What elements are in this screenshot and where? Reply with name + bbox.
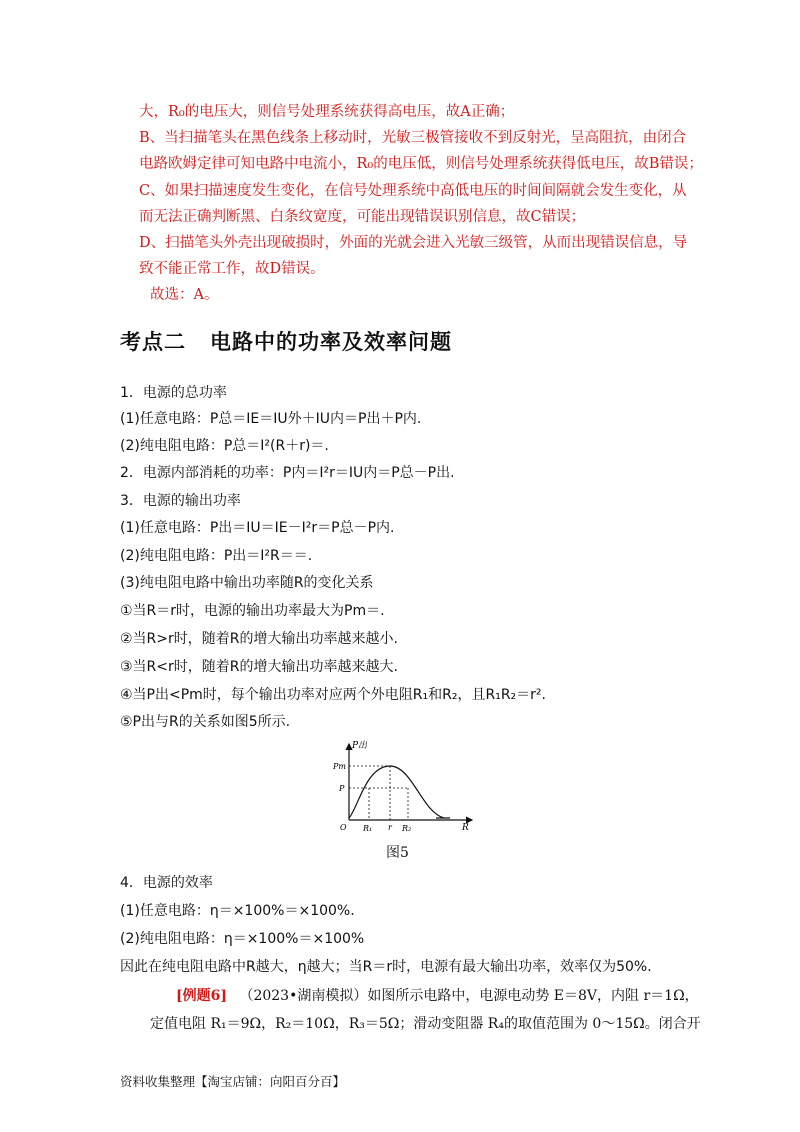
example-second-line: 定值电阻 R₁＝9Ω，R₂＝10Ω，R₃＝5Ω；滑动变阻器 R₄的取值范围为 0～15Ω。闭合开 (150, 1016, 701, 1032)
r-label: r (388, 823, 392, 832)
pm-label: Pm (333, 762, 346, 771)
x-axis-label: R (462, 823, 469, 833)
p-label: P (339, 784, 345, 793)
body-line: 2．电源内部消耗的功率：P内＝I²r＝IU内＝P总－P出. (120, 465, 455, 481)
body-line: (2)纯电阻电路：η＝×100%＝×100% (120, 931, 365, 947)
footer-source: 资料收集整理【淘宝店铺：向阳百分百】 (120, 1074, 346, 1089)
figure-caption: 图5 (386, 845, 409, 861)
body-line: ②当R>r时，随着R的增大输出功率越来越小. (120, 631, 398, 647)
example-text: （2023•湖南模拟）如图所示电路中，电源电动势 E＝8V，内阻 r＝1Ω， (239, 988, 699, 1004)
body-line: ④当P出<Pm时，每个输出功率对应两个外电阻R₁和R₂，且R₁R₂＝r². (120, 687, 546, 703)
body-line: (1)任意电路：η＝×100%＝×100%. (120, 903, 355, 919)
answer-line: 大，R₀的电压大，则信号处理系统获得高电压，故A正确； (139, 104, 515, 120)
body-line: ①当R＝r时，电源的输出功率最大为Pm＝. (120, 603, 385, 619)
body-line: (3)纯电阻电路中输出功率随R的变化关系 (120, 575, 374, 591)
section-heading (120, 326, 452, 356)
example-tag: [例题6] (176, 988, 227, 1004)
answer-line: 电路欧姆定律可知电路中电流小，R₀的电压低，则信号处理系统获得低电压，故B错误； (139, 156, 703, 172)
answer-line: B、当扫描笔头在黑色线条上移动时，光敏三极管接收不到反射光，呈高阻抗，由闭合 (139, 130, 687, 146)
body-line: ⑤P出与R的关系如图5所示. (120, 714, 291, 730)
body-line: 4．电源的效率 (120, 875, 213, 891)
answer-line: C、如果扫描速度发生变化，在信号处理系统中高低电压的时间间隔就会发生变化，从 (139, 183, 687, 199)
r2-label: R₂ (402, 824, 412, 833)
answer-line: 故选：A。 (150, 287, 219, 303)
section-title: 电路中的功率及效率问题 (210, 330, 452, 354)
power-curve (349, 766, 450, 818)
body-line: 1．电源的总功率 (120, 385, 227, 401)
origin-label: O (340, 823, 347, 832)
answer-line: 致不能正常工作，故D错误。 (139, 261, 325, 277)
body-line: 因此在纯电阻电路中R越大，η越大；当R＝r时，电源有最大输出功率，效率仅为50%. (120, 959, 652, 975)
body-line: (2)纯电阻电路：P出＝I²R＝＝. (120, 548, 313, 564)
body-line: (1)任意电路：P出＝IU＝IE－I²r＝P总－P内. (120, 520, 395, 536)
r1-label: R₁ (363, 824, 373, 833)
body-line: (2)纯电阻电路：P总＝I²(R＋r)＝. (120, 438, 329, 454)
body-line: (1)任意电路：P总＝IE＝IU外＋IU内＝P出＋P内. (120, 411, 422, 427)
power-vs-resistance-figure (330, 738, 480, 833)
body-line: ③当R<r时，随着R的增大输出功率越来越大. (120, 659, 398, 675)
body-line: 3．电源的输出功率 (120, 493, 241, 509)
y-axis-label: P出 (352, 741, 368, 751)
example-first-line (176, 985, 699, 1005)
answer-line: 而无法正确判断黑、白条纹宽度，可能出现错误识别信息，故C错误； (139, 209, 586, 225)
section-number: 考点二 (120, 330, 186, 354)
answer-line: D、扫描笔头外壳出现破损时，外面的光就会进入光敏三级管，从而出现错误信息，导 (139, 235, 688, 251)
